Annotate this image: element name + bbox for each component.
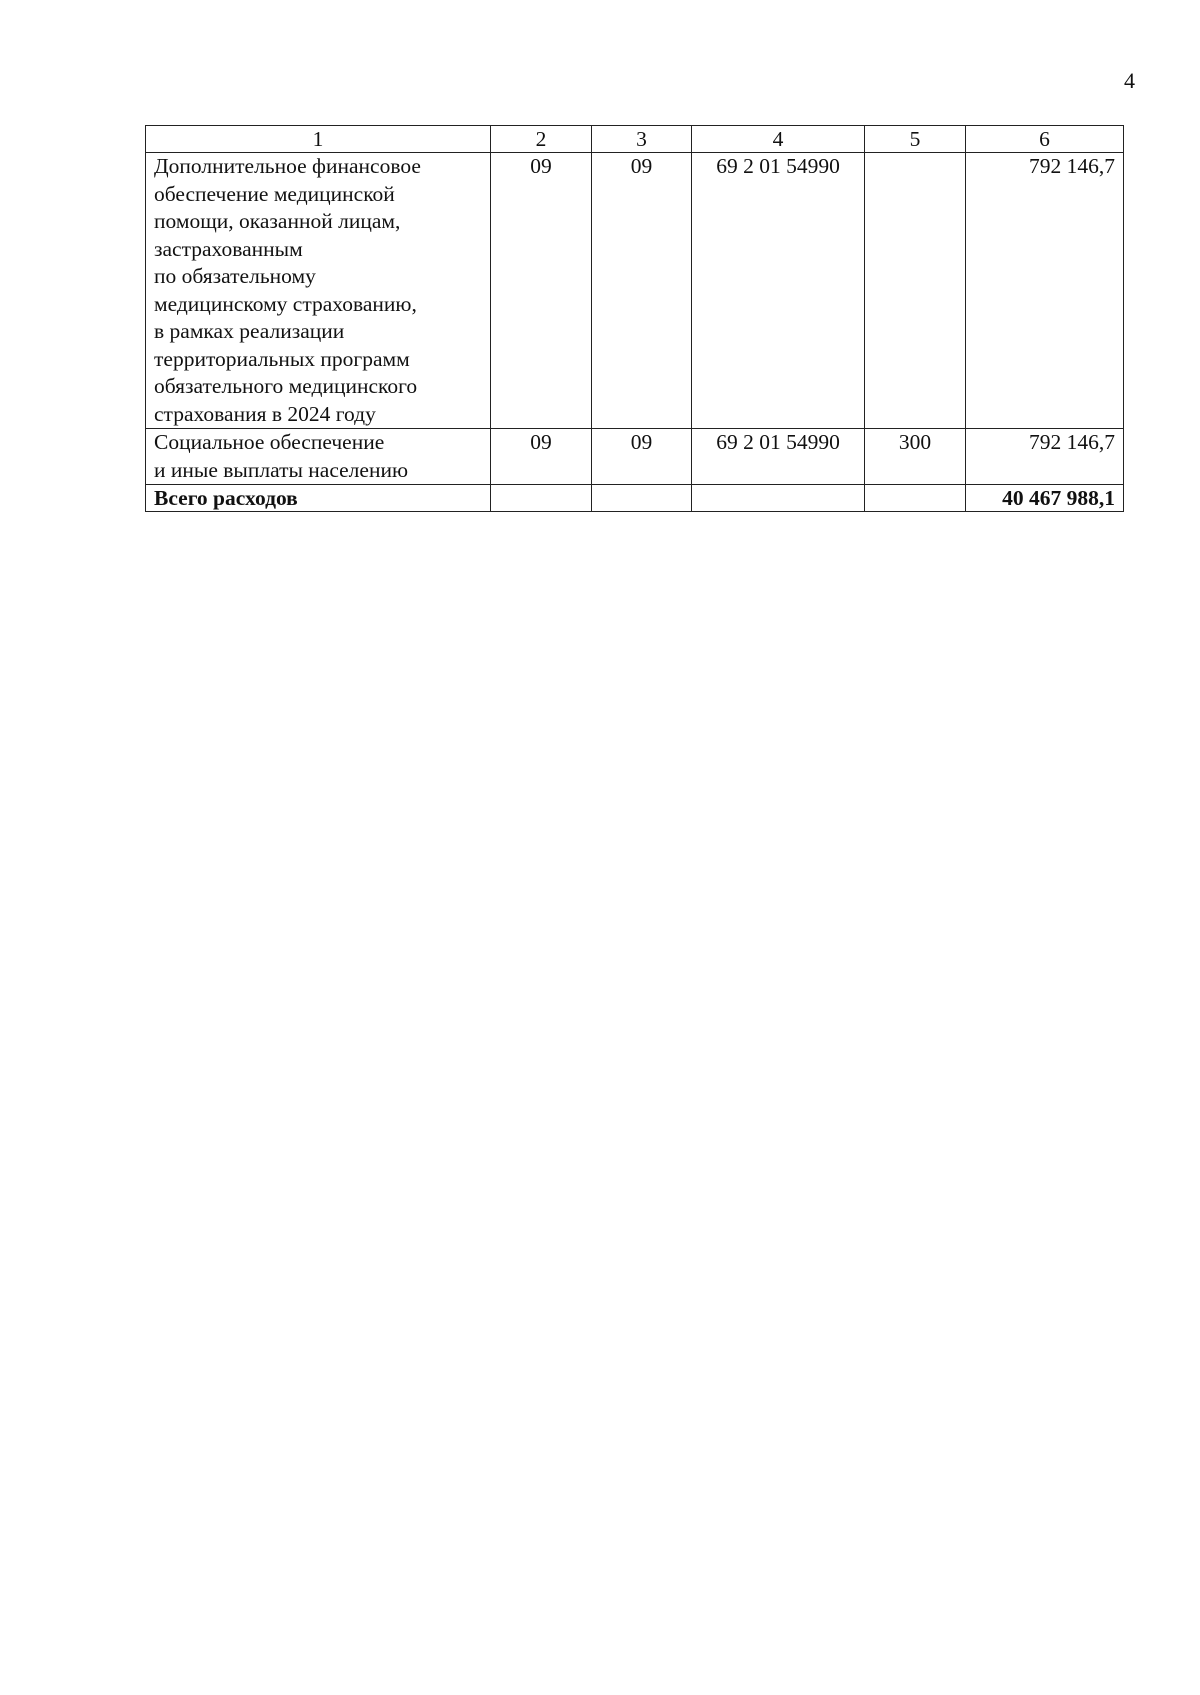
row-section-code: 09	[491, 153, 592, 429]
row-expense-type: 300	[865, 429, 966, 485]
column-number-2: 2	[491, 126, 592, 153]
table-header-row	[146, 126, 1124, 153]
row-subsection-code: 09	[592, 429, 692, 485]
row-description: Дополнительное финансовое обеспечение медицинской помощи, оказанной лицам, застрахованным по обязательному медицинскому страхованию, в рамках реализации территориальных программ обязательного медицинского страхования в 2024 году	[146, 153, 491, 429]
total-empty-cell	[692, 485, 865, 512]
table-row	[146, 429, 1124, 485]
row-target-article: 69 2 01 54990	[692, 429, 865, 485]
column-number-3: 3	[592, 126, 692, 153]
row-description: Социальное обеспечение и иные выплаты населению	[146, 429, 491, 485]
row-expense-type	[865, 153, 966, 429]
total-empty-cell	[592, 485, 692, 512]
column-number-4: 4	[692, 126, 865, 153]
row-amount: 792 146,7	[966, 153, 1124, 429]
total-value: 40 467 988,1	[966, 485, 1124, 512]
row-amount: 792 146,7	[966, 429, 1124, 485]
total-label: Всего расходов	[146, 485, 491, 512]
table-total-row	[146, 485, 1124, 512]
column-number-6: 6	[966, 126, 1124, 153]
total-empty-cell	[865, 485, 966, 512]
column-number-5: 5	[865, 126, 966, 153]
row-target-article: 69 2 01 54990	[692, 153, 865, 429]
table-row	[146, 153, 1124, 429]
expenditure-table	[145, 125, 1124, 512]
row-section-code: 09	[491, 429, 592, 485]
column-number-1: 1	[146, 126, 491, 153]
row-subsection-code: 09	[592, 153, 692, 429]
total-empty-cell	[491, 485, 592, 512]
page-number: 4	[1124, 68, 1135, 93]
